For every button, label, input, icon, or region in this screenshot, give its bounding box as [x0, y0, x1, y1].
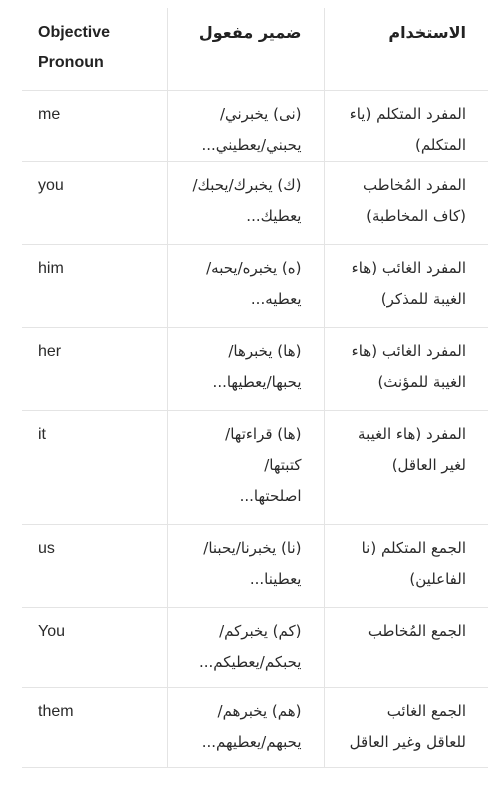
- usage-line: الجمع المُخاطب: [367, 622, 466, 640]
- usage-line: لغير العاقل): [391, 456, 466, 474]
- pronoun-line: يحبني/يعطيني...: [201, 136, 302, 154]
- table-row: [22, 245, 488, 328]
- table-row: [22, 162, 488, 245]
- pronoun-line: (هم) يخبرهم/: [217, 702, 302, 720]
- arabic-pronoun-cell: [167, 411, 324, 525]
- usage-line: (كاف المخاطبة): [366, 207, 466, 225]
- usage-line: الغيبة للمذكر): [380, 290, 466, 308]
- english-pronoun-cell: me: [22, 91, 167, 162]
- arabic-pronoun-cell: [167, 688, 324, 768]
- usage-line: الفاعلين): [409, 570, 466, 588]
- usage-cell: [324, 328, 488, 411]
- usage-cell: [324, 162, 488, 245]
- usage-cell: [324, 608, 488, 688]
- usage-line: الغيبة للمؤنث): [377, 373, 466, 391]
- arabic-pronoun-cell: [167, 608, 324, 688]
- usage-line: الجمع المتكلم (نا: [361, 539, 466, 557]
- arabic-pronoun-cell: [167, 91, 324, 162]
- usage-line: المفرد (هاء الغيبة: [358, 425, 466, 443]
- usage-line: الجمع الغائب: [386, 702, 466, 720]
- pronoun-line: كتبتها/: [264, 456, 302, 474]
- pronoun-line: (ها) يخبرها/: [228, 342, 302, 360]
- pronoun-line: (ك) يخبرك/يحبك/: [192, 176, 302, 194]
- usage-line: المفرد المُخاطب: [362, 176, 466, 194]
- english-pronoun-cell: it: [22, 411, 167, 525]
- usage-cell: [324, 411, 488, 525]
- table-row: [22, 328, 488, 411]
- table-row: [22, 525, 488, 608]
- usage-line: المتكلم): [414, 136, 466, 154]
- pronoun-line: يعطيك...: [246, 207, 302, 225]
- arabic-pronoun-cell: [167, 162, 324, 245]
- pronoun-line: يعطيه...: [250, 290, 302, 308]
- usage-line: المفرد المتكلم (ياء: [349, 105, 466, 123]
- table-row: [22, 91, 488, 162]
- english-pronoun-cell: You: [22, 608, 167, 688]
- pronoun-line: يحبكم/يعطيكم...: [198, 653, 302, 671]
- table-row: [22, 411, 488, 525]
- pronoun-line: (نا) يخبرنا/يحبنا/: [203, 539, 302, 557]
- arabic-pronoun-cell: [167, 525, 324, 608]
- english-pronoun-cell: you: [22, 162, 167, 245]
- header-pronoun: ضمير مفعول: [167, 8, 324, 91]
- table-row: [22, 608, 488, 688]
- usage-cell: [324, 91, 488, 162]
- usage-cell: [324, 688, 488, 768]
- pronoun-line: (ه) يخبره/يحبه/: [206, 259, 302, 277]
- arabic-pronoun-cell: [167, 245, 324, 328]
- usage-cell: [324, 525, 488, 608]
- english-pronoun-cell: him: [22, 245, 167, 328]
- pronoun-line: يحبهم/يعطيهم...: [201, 733, 302, 751]
- pronoun-line: اصلحتها...: [239, 487, 302, 505]
- pronoun-table: [22, 8, 488, 768]
- pronoun-line: يعطينا...: [249, 570, 302, 588]
- pronoun-line: (نى) يخبرني/: [219, 105, 302, 123]
- english-pronoun-cell: them: [22, 688, 167, 768]
- header-row: [22, 8, 488, 91]
- usage-line: المفرد الغائب (هاء: [351, 259, 466, 277]
- english-pronoun-cell: us: [22, 525, 167, 608]
- arabic-pronoun-cell: [167, 328, 324, 411]
- usage-line: للعاقل وغير العاقل: [349, 733, 466, 751]
- pronoun-line: (كم) يخبركم/: [219, 622, 302, 640]
- pronoun-line: يحبها/يعطيها...: [212, 373, 302, 391]
- pronoun-line: (ها) قراءتها/: [225, 425, 302, 443]
- usage-line: المفرد الغائب (هاء: [351, 342, 466, 360]
- table-row: [22, 688, 488, 768]
- usage-cell: [324, 245, 488, 328]
- header-english: Objective Pronoun: [22, 8, 167, 91]
- header-usage: الاستخدام: [324, 8, 488, 91]
- english-pronoun-cell: her: [22, 328, 167, 411]
